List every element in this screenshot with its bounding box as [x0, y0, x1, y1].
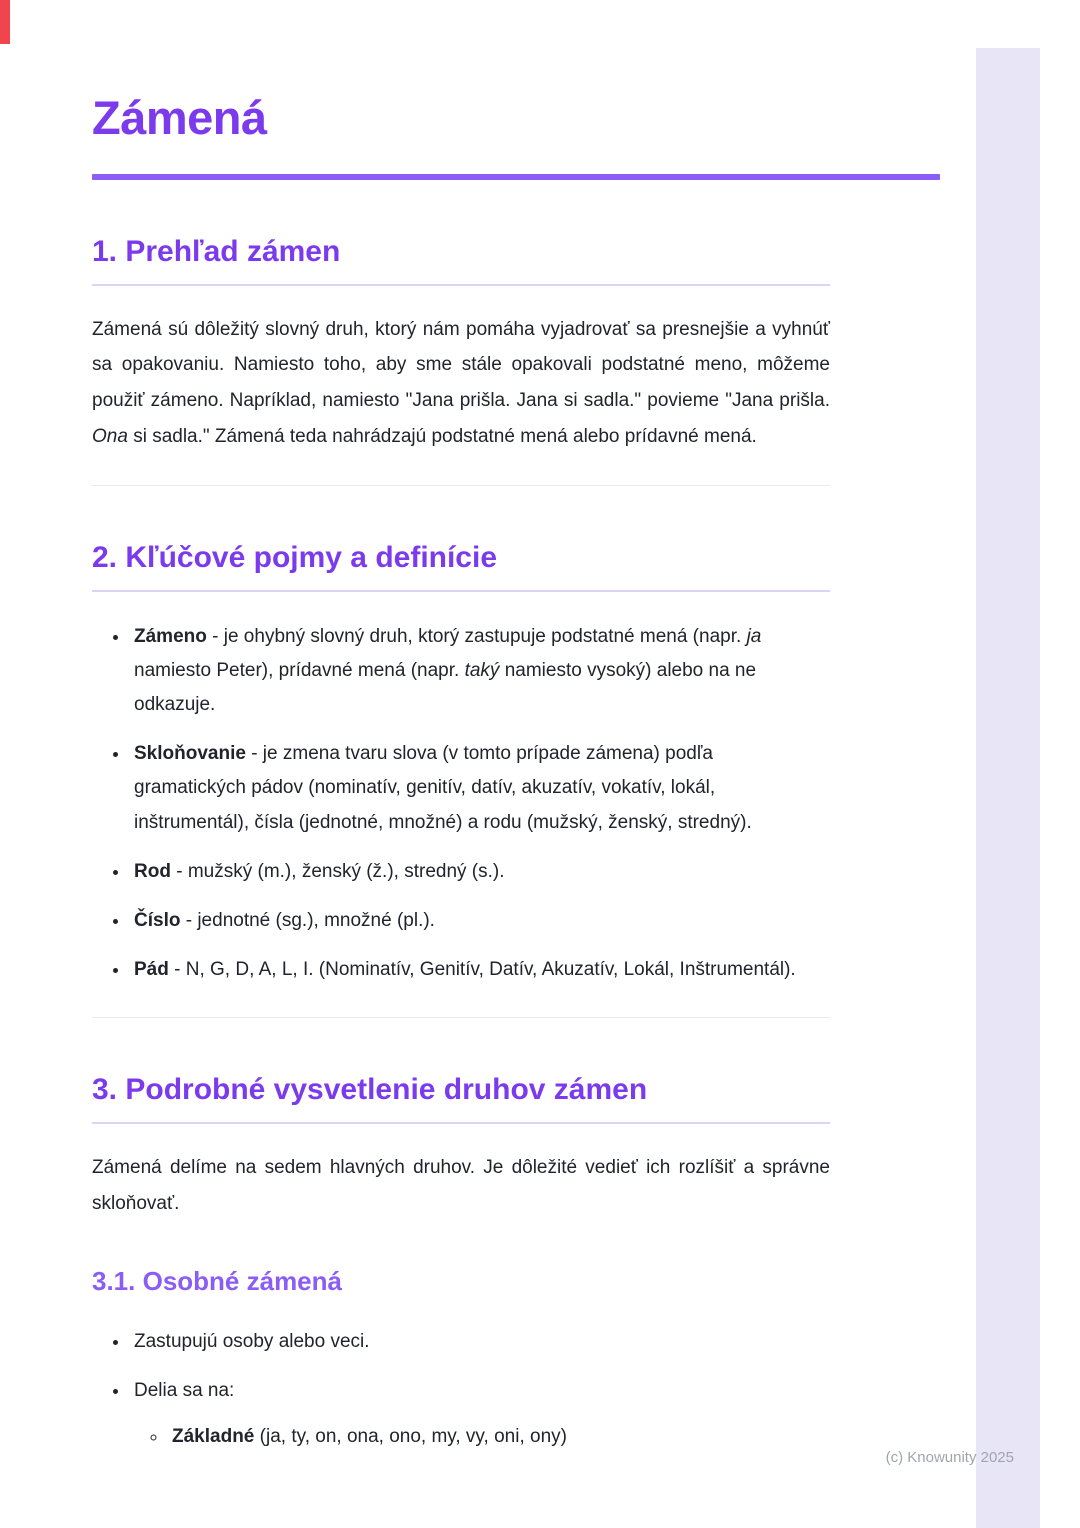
personal-pronouns-list	[92, 1325, 830, 1455]
section-3-rule	[92, 1122, 830, 1124]
footer-copyright: (c) Knowunity 2025	[885, 1449, 1014, 1466]
list-item-cislo: • Číslo - jednotné (sg.), množné (pl.).	[130, 904, 830, 938]
list-item-label: Delia sa na:	[134, 1379, 235, 1401]
list-item-sklonovanie: • Skloňovanie - je zmena tvaru slova (v tomto prípade zámena) podľa gramatických pádov (nominatív, genitív, datív, akuzatív, vokatív, lokál, inštrumentál), čísla (jednotné, množné) a rodu (mužský, ženský, stredný).	[130, 737, 830, 840]
list-item-zameno: • Zámeno - je ohybný slovný druh, ktorý zastupuje podstatné mená (napr. ja namiesto Peter), prídavné mená (napr. taký namiesto vysoký) alebo na ne odkazuje.	[130, 620, 830, 723]
section-divider	[92, 485, 830, 486]
section-1-rule	[92, 284, 830, 286]
list-item-label: Zastupujú osoby alebo veci.	[134, 1330, 370, 1352]
list-item-zastupuju	[130, 1325, 830, 1359]
page-title: Zámená	[92, 91, 267, 144]
key-terms-list	[92, 620, 830, 988]
list-item-pad: • Pád - N, G, D, A, L, I. (Nominatív, Genitív, Datív, Akuzatív, Lokál, Inštrumentál).	[130, 953, 830, 987]
nested-list	[134, 1420, 830, 1454]
section-2-heading: 2. Kľúčové pojmy a definície	[92, 540, 498, 574]
section-1-heading: 1. Prehľad zámen	[92, 234, 341, 268]
section-2-rule	[92, 590, 830, 592]
section-3-heading: 3. Podrobné vysvetlenie druhov zámen	[92, 1073, 648, 1107]
nested-item-zakladne: ◦ Základné (ja, ty, on, ona, ono, my, vy, oni, ony)	[168, 1420, 830, 1454]
list-item-delia-sa	[130, 1374, 830, 1454]
section-3-paragraph: Zámená delíme na sedem hlavných druhov. Je dôležité vedieť ich rozlíšiť a správne skloňovať.	[92, 1157, 830, 1214]
section-divider	[92, 1017, 830, 1018]
section-1-paragraph: Zámená sú dôležitý slovný druh, ktorý nám pomáha vyjadrovať sa presnejšie a vyhnúť sa opakovaniu. Namiesto toho, aby sme stále opakovali podstatné meno, môžeme použiť zámeno. Napríklad, namiesto "Jana prišla. Jana si sadla." povieme "Jana prišla. Ona si sadla." Zámená teda nahrádzajú podstatné mená alebo prídavné mená.	[92, 318, 830, 447]
list-item-rod: • Rod - mužský (m.), ženský (ž.), stredný (s.).	[130, 855, 830, 889]
subsection-3-1-heading: 3.1. Osobné zámená	[92, 1265, 342, 1296]
title-rule	[92, 174, 940, 180]
